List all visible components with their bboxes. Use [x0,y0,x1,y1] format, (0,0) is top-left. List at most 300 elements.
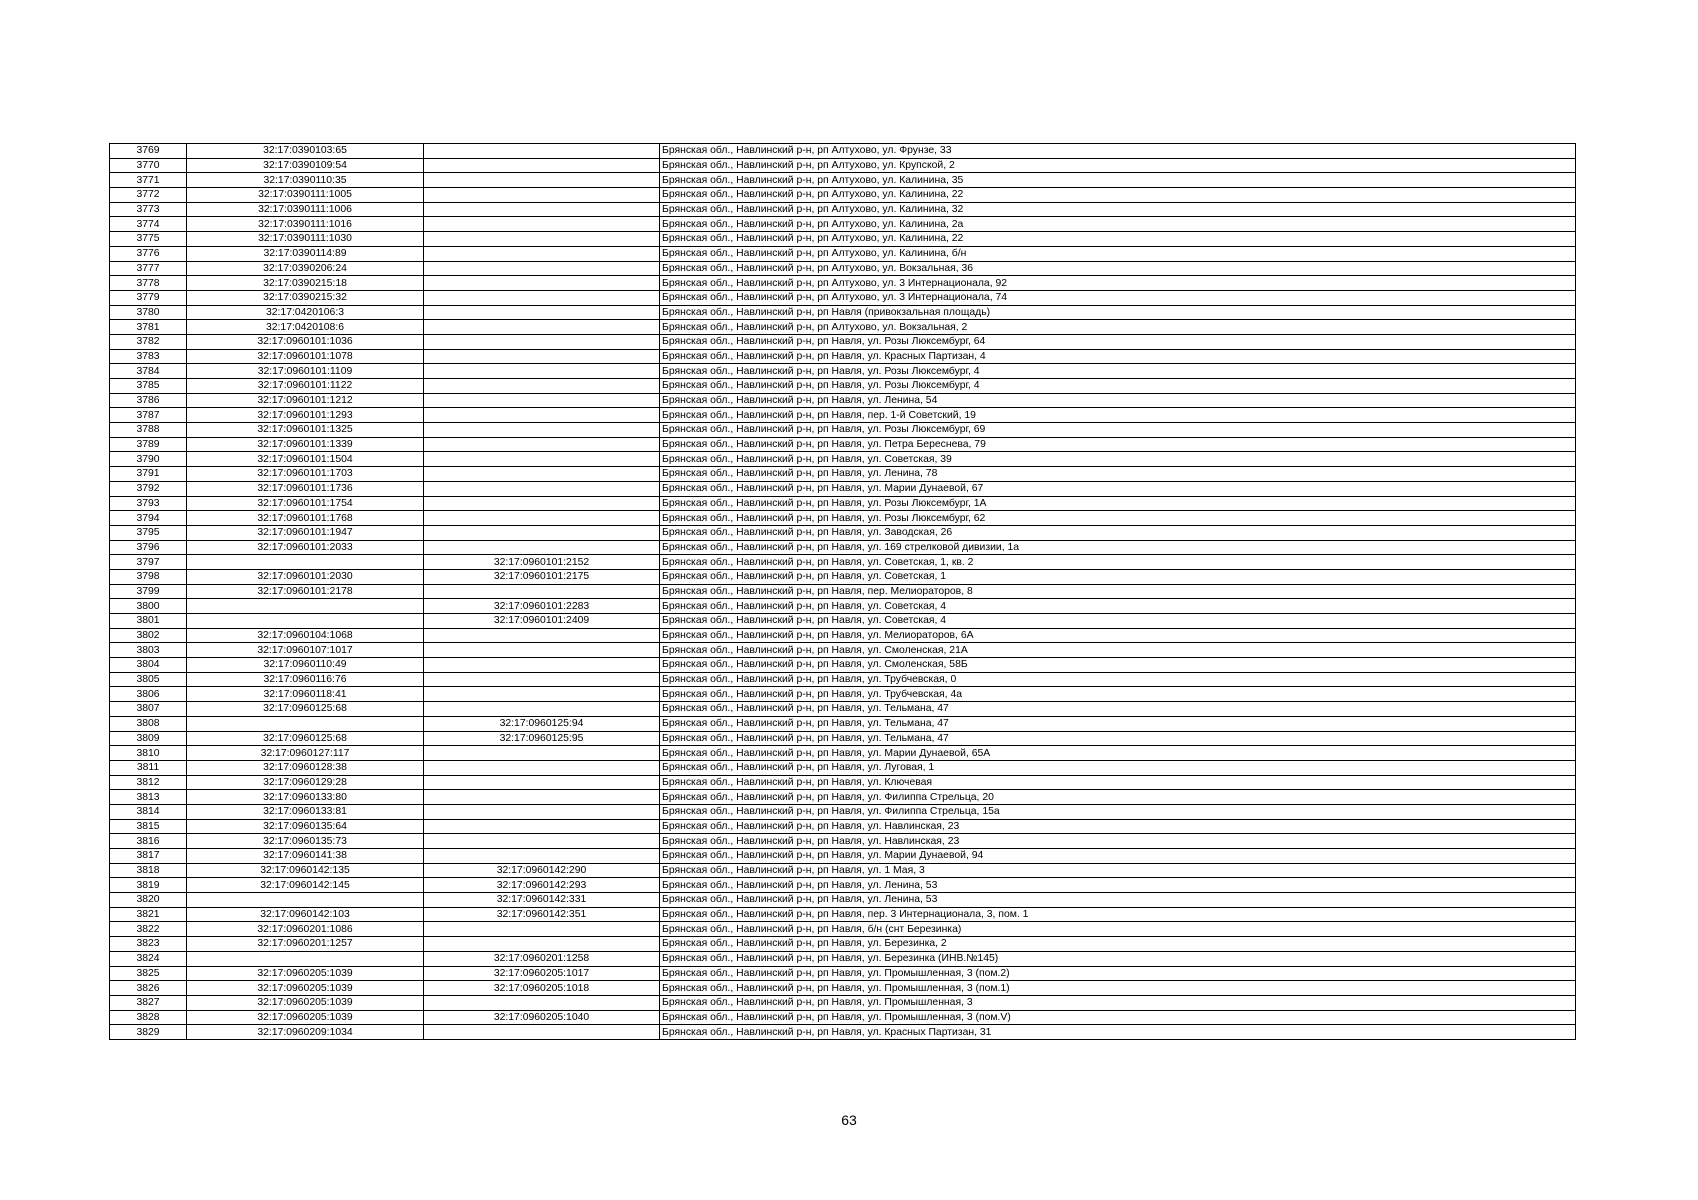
address-cell: Брянская обл., Навлинский р-н, рп Навля, ул. Мелиораторов, 6А [660,628,1576,643]
address-cell: Брянская обл., Навлинский р-н, рп Навля, ул. Красных Партизан, 31 [660,1025,1576,1040]
cadastral-number-cell: 32:17:0960205:1039 [187,995,424,1010]
address-cell: Брянская обл., Навлинский р-н, рп Навля, ул. Красных Партизан, 4 [660,349,1576,364]
address-cell: Брянская обл., Навлинский р-н, рп Навля, ул. 1 Мая, 3 [660,863,1576,878]
room-cadastral-number-cell: 32:17:0960142:290 [424,863,660,878]
table-row [110,584,1576,599]
table-row [110,173,1576,188]
cadastral-number-cell: 32:17:0960101:1736 [187,481,424,496]
room-cadastral-number-cell [424,393,660,408]
table-row [110,804,1576,819]
table-row [110,672,1576,687]
row-number-cell: 3818 [110,863,187,878]
address-cell: Брянская обл., Навлинский р-н, рп Алтухово, ул. Калинина, 22 [660,188,1576,203]
row-number-cell: 3789 [110,437,187,452]
cadastral-number-cell: 32:17:0960101:1754 [187,496,424,511]
cadastral-number-cell: 32:17:0390111:1016 [187,217,424,232]
table-row [110,628,1576,643]
row-number-cell: 3813 [110,790,187,805]
cadastral-number-cell: 32:17:0960127:117 [187,746,424,761]
row-number-cell: 3776 [110,246,187,261]
table-row [110,334,1576,349]
table-row [110,966,1576,981]
table-row [110,290,1576,305]
table-row [110,408,1576,423]
cadastral-number-cell: 32:17:0420108:6 [187,320,424,335]
row-number-cell: 3801 [110,614,187,629]
table-row [110,599,1576,614]
room-cadastral-number-cell [424,525,660,540]
row-number-cell: 3785 [110,379,187,394]
room-cadastral-number-cell [424,995,660,1010]
room-cadastral-number-cell [424,188,660,203]
table-row [110,790,1576,805]
table-row [110,467,1576,482]
cadastral-number-cell: 32:17:0960101:1339 [187,437,424,452]
row-number-cell: 3792 [110,481,187,496]
address-cell: Брянская обл., Навлинский р-н, рп Навля, ул. 169 стрелковой дивизии, 1а [660,540,1576,555]
table-row [110,349,1576,364]
row-number-cell: 3799 [110,584,187,599]
table-row [110,702,1576,717]
row-number-cell: 3807 [110,702,187,717]
room-cadastral-number-cell [424,643,660,658]
room-cadastral-number-cell [424,305,660,320]
cadastral-number-cell: 32:17:0960101:1768 [187,511,424,526]
table-row [110,158,1576,173]
table-row [110,775,1576,790]
row-number-cell: 3806 [110,687,187,702]
address-cell: Брянская обл., Навлинский р-н, рп Навля, ул. Петра Береснева, 79 [660,437,1576,452]
table-row [110,746,1576,761]
cadastral-number-cell: 32:17:0420106:3 [187,305,424,320]
row-number-cell: 3827 [110,995,187,1010]
row-number-cell: 3817 [110,849,187,864]
address-cell: Брянская обл., Навлинский р-н, рп Навля, ул. Березинка (ИНВ.№145) [660,951,1576,966]
room-cadastral-number-cell [424,760,660,775]
cadastral-number-cell: 32:17:0960101:1504 [187,452,424,467]
room-cadastral-number-cell [424,1025,660,1040]
address-cell: Брянская обл., Навлинский р-н, рп Алтухово, ул. Фрунзе, 33 [660,144,1576,159]
room-cadastral-number-cell [424,173,660,188]
room-cadastral-number-cell [424,276,660,291]
table-row [110,276,1576,291]
room-cadastral-number-cell [424,246,660,261]
row-number-cell: 3826 [110,981,187,996]
address-cell: Брянская обл., Навлинский р-н, рп Навля, ул. Розы Люксембург, 4 [660,379,1576,394]
table-row [110,995,1576,1010]
room-cadastral-number-cell [424,452,660,467]
cadastral-number-cell: 32:17:0960101:1293 [187,408,424,423]
address-cell: Брянская обл., Навлинский р-н, рп Навля, ул. Промышленная, 3 (пом.V) [660,1010,1576,1025]
cadastral-number-cell: 32:17:0960101:1212 [187,393,424,408]
cadastral-number-cell: 32:17:0390111:1030 [187,232,424,247]
room-cadastral-number-cell [424,834,660,849]
table-row [110,569,1576,584]
cadastral-number-cell: 32:17:0960101:1078 [187,349,424,364]
room-cadastral-number-cell: 32:17:0960125:94 [424,716,660,731]
table-row [110,305,1576,320]
address-cell: Брянская обл., Навлинский р-н, рп Навля, ул. Розы Люксембург, 69 [660,423,1576,438]
row-number-cell: 3805 [110,672,187,687]
table-row [110,658,1576,673]
room-cadastral-number-cell [424,379,660,394]
table-row [110,893,1576,908]
room-cadastral-number-cell [424,775,660,790]
cadastral-number-cell: 32:17:0960129:28 [187,775,424,790]
address-cell: Брянская обл., Навлинский р-н, рп Навля, ул. Тельмана, 47 [660,716,1576,731]
row-number-cell: 3804 [110,658,187,673]
room-cadastral-number-cell [424,408,660,423]
room-cadastral-number-cell [424,217,660,232]
cadastral-number-cell: 32:17:0390111:1006 [187,202,424,217]
address-cell: Брянская обл., Навлинский р-н, рп Навля, пер. Мелиораторов, 8 [660,584,1576,599]
room-cadastral-number-cell [424,202,660,217]
row-number-cell: 3775 [110,232,187,247]
row-number-cell: 3798 [110,569,187,584]
table-row [110,144,1576,159]
cadastral-number-cell [187,555,424,570]
address-cell: Брянская обл., Навлинский р-н, рп Алтухово, ул. Вокзальная, 2 [660,320,1576,335]
table-row [110,716,1576,731]
cadastral-number-cell: 32:17:0960201:1257 [187,937,424,952]
cadastral-number-cell [187,893,424,908]
address-cell: Брянская обл., Навлинский р-н, рп Навля, ул. Тельмана, 47 [660,702,1576,717]
address-cell: Брянская обл., Навлинский р-н, рп Алтухово, ул. 3 Интернационала, 92 [660,276,1576,291]
cadastral-number-cell: 32:17:0960116:76 [187,672,424,687]
address-cell: Брянская обл., Навлинский р-н, рп Навля, ул. Советская, 1 [660,569,1576,584]
cadastral-number-cell: 32:17:0960125:68 [187,731,424,746]
table-row [110,364,1576,379]
row-number-cell: 3783 [110,349,187,364]
room-cadastral-number-cell [424,290,660,305]
address-cell: Брянская обл., Навлинский р-н, рп Навля, ул. Ленина, 53 [660,878,1576,893]
address-cell: Брянская обл., Навлинский р-н, рп Навля, ул. Смоленская, 21А [660,643,1576,658]
address-cell: Брянская обл., Навлинский р-н, рп Навля, пер. 1-й Советский, 19 [660,408,1576,423]
row-number-cell: 3781 [110,320,187,335]
room-cadastral-number-cell [424,481,660,496]
row-number-cell: 3769 [110,144,187,159]
cadastral-number-cell: 32:17:0960142:145 [187,878,424,893]
room-cadastral-number-cell [424,746,660,761]
address-cell: Брянская обл., Навлинский р-н, рп Навля, ул. Розы Люксембург, 4 [660,364,1576,379]
room-cadastral-number-cell [424,144,660,159]
room-cadastral-number-cell: 32:17:0960101:2409 [424,614,660,629]
row-number-cell: 3829 [110,1025,187,1040]
table-row [110,423,1576,438]
address-cell: Брянская обл., Навлинский р-н, рп Навля, б/н (снт Березинка) [660,922,1576,937]
row-number-cell: 3816 [110,834,187,849]
table-row [110,188,1576,203]
table-row [110,555,1576,570]
row-number-cell: 3796 [110,540,187,555]
address-cell: Брянская обл., Навлинский р-н, рп Алтухово, ул. Калинина, 22 [660,232,1576,247]
cadastral-number-cell: 32:17:0960133:80 [187,790,424,805]
table-row [110,232,1576,247]
address-cell: Брянская обл., Навлинский р-н, рп Навля, ул. Промышленная, 3 (пом.1) [660,981,1576,996]
cadastral-number-cell: 32:17:0960209:1034 [187,1025,424,1040]
row-number-cell: 3779 [110,290,187,305]
room-cadastral-number-cell [424,804,660,819]
address-cell: Брянская обл., Навлинский р-н, рп Алтухово, ул. Калинина, 35 [660,173,1576,188]
row-number-cell: 3809 [110,731,187,746]
room-cadastral-number-cell [424,467,660,482]
address-cell: Брянская обл., Навлинский р-н, рп Навля, ул. Советская, 4 [660,614,1576,629]
row-number-cell: 3794 [110,511,187,526]
cadastral-number-cell: 32:17:0960104:1068 [187,628,424,643]
room-cadastral-number-cell [424,702,660,717]
address-cell: Брянская обл., Навлинский р-н, рп Навля, ул. Филиппа Стрельца, 20 [660,790,1576,805]
table-row [110,496,1576,511]
cadastral-number-cell: 32:17:0960133:81 [187,804,424,819]
table-row [110,687,1576,702]
address-cell: Брянская обл., Навлинский р-н, рп Навля, ул. Трубчевская, 0 [660,672,1576,687]
cadastral-number-cell: 32:17:0390114:89 [187,246,424,261]
address-cell: Брянская обл., Навлинский р-н, рп Навля, ул. Ленина, 54 [660,393,1576,408]
cadastral-number-cell: 32:17:0390215:32 [187,290,424,305]
table-row [110,525,1576,540]
address-cell: Брянская обл., Навлинский р-н, рп Навля, ул. Марии Дунаевой, 67 [660,481,1576,496]
address-cell: Брянская обл., Навлинский р-н, рп Навля, ул. Промышленная, 3 (пом.2) [660,966,1576,981]
registry-table [109,143,1576,1040]
cadastral-number-cell: 32:17:0960101:1947 [187,525,424,540]
room-cadastral-number-cell [424,849,660,864]
table-row [110,907,1576,922]
address-cell: Брянская обл., Навлинский р-н, рп Навля (привокзальная площадь) [660,305,1576,320]
cadastral-number-cell: 32:17:0390111:1005 [187,188,424,203]
row-number-cell: 3823 [110,937,187,952]
cadastral-number-cell: 32:17:0960101:1325 [187,423,424,438]
address-cell: Брянская обл., Навлинский р-н, рп Навля, ул. Розы Люксембург, 62 [660,511,1576,526]
room-cadastral-number-cell [424,320,660,335]
row-number-cell: 3797 [110,555,187,570]
row-number-cell: 3795 [110,525,187,540]
room-cadastral-number-cell [424,261,660,276]
address-cell: Брянская обл., Навлинский р-н, рп Алтухово, ул. Калинина, б/н [660,246,1576,261]
row-number-cell: 3782 [110,334,187,349]
room-cadastral-number-cell: 32:17:0960142:331 [424,893,660,908]
room-cadastral-number-cell [424,922,660,937]
cadastral-number-cell: 32:17:0390109:54 [187,158,424,173]
table-row [110,1010,1576,1025]
row-number-cell: 3811 [110,760,187,775]
row-number-cell: 3800 [110,599,187,614]
address-cell: Брянская обл., Навлинский р-н, рп Алтухово, ул. Вокзальная, 36 [660,261,1576,276]
cadastral-number-cell: 32:17:0960101:2033 [187,540,424,555]
row-number-cell: 3812 [110,775,187,790]
row-number-cell: 3778 [110,276,187,291]
room-cadastral-number-cell [424,672,660,687]
cadastral-number-cell: 32:17:0960142:103 [187,907,424,922]
row-number-cell: 3821 [110,907,187,922]
table-row [110,863,1576,878]
cadastral-number-cell: 32:17:0390215:18 [187,276,424,291]
table-row [110,614,1576,629]
table-row [110,511,1576,526]
address-cell: Брянская обл., Навлинский р-н, рп Навля, ул. Трубчевская, 4а [660,687,1576,702]
cadastral-number-cell: 32:17:0390103:65 [187,144,424,159]
cadastral-number-cell: 32:17:0960141:38 [187,849,424,864]
row-number-cell: 3802 [110,628,187,643]
address-cell: Брянская обл., Навлинский р-н, рп Навля, пер. 3 Интернационала, 3, пом. 1 [660,907,1576,922]
cadastral-number-cell [187,951,424,966]
row-number-cell: 3828 [110,1010,187,1025]
row-number-cell: 3820 [110,893,187,908]
cadastral-number-cell: 32:17:0960101:1036 [187,334,424,349]
room-cadastral-number-cell [424,790,660,805]
address-cell: Брянская обл., Навлинский р-н, рп Навля, ул. Советская, 4 [660,599,1576,614]
room-cadastral-number-cell [424,423,660,438]
room-cadastral-number-cell [424,364,660,379]
address-cell: Брянская обл., Навлинский р-н, рп Навля, ул. Заводская, 26 [660,525,1576,540]
address-cell: Брянская обл., Навлинский р-н, рп Навля, ул. Советская, 39 [660,452,1576,467]
table-row [110,481,1576,496]
room-cadastral-number-cell: 32:17:0960205:1040 [424,1010,660,1025]
cadastral-number-cell: 32:17:0960118:41 [187,687,424,702]
address-cell: Брянская обл., Навлинский р-н, рп Навля, ул. Ключевая [660,775,1576,790]
table-row [110,217,1576,232]
room-cadastral-number-cell [424,511,660,526]
address-cell: Брянская обл., Навлинский р-н, рп Навля, ул. Марии Дунаевой, 94 [660,849,1576,864]
row-number-cell: 3773 [110,202,187,217]
row-number-cell: 3774 [110,217,187,232]
table-row [110,731,1576,746]
table-row [110,1025,1576,1040]
row-number-cell: 3814 [110,804,187,819]
cadastral-number-cell: 32:17:0960101:1109 [187,364,424,379]
address-cell: Брянская обл., Навлинский р-н, рп Алтухово, ул. Крупской, 2 [660,158,1576,173]
address-cell: Брянская обл., Навлинский р-н, рп Навля, ул. Навлинская, 23 [660,834,1576,849]
cadastral-number-cell [187,716,424,731]
room-cadastral-number-cell [424,540,660,555]
cadastral-number-cell: 32:17:0960201:1086 [187,922,424,937]
cadastral-number-cell [187,599,424,614]
registry-table-body [110,144,1576,1040]
table-row [110,202,1576,217]
room-cadastral-number-cell [424,158,660,173]
cadastral-number-cell: 32:17:0960142:135 [187,863,424,878]
room-cadastral-number-cell: 32:17:0960101:2283 [424,599,660,614]
row-number-cell: 3791 [110,467,187,482]
address-cell: Брянская обл., Навлинский р-н, рп Навля, ул. Смоленская, 58Б [660,658,1576,673]
cadastral-number-cell: 32:17:0960205:1039 [187,966,424,981]
table-row [110,452,1576,467]
room-cadastral-number-cell: 32:17:0960101:2175 [424,569,660,584]
address-cell: Брянская обл., Навлинский р-н, рп Навля, ул. Луговая, 1 [660,760,1576,775]
room-cadastral-number-cell [424,232,660,247]
row-number-cell: 3770 [110,158,187,173]
cadastral-number-cell: 32:17:0960101:2030 [187,569,424,584]
row-number-cell: 3825 [110,966,187,981]
cadastral-number-cell: 32:17:0960205:1039 [187,1010,424,1025]
room-cadastral-number-cell: 32:17:0960101:2152 [424,555,660,570]
cadastral-number-cell: 32:17:0960135:64 [187,819,424,834]
room-cadastral-number-cell [424,937,660,952]
table-row [110,760,1576,775]
row-number-cell: 3793 [110,496,187,511]
row-number-cell: 3788 [110,423,187,438]
cadastral-number-cell: 32:17:0390206:24 [187,261,424,276]
row-number-cell: 3819 [110,878,187,893]
table-row [110,246,1576,261]
room-cadastral-number-cell: 32:17:0960205:1018 [424,981,660,996]
address-cell: Брянская обл., Навлинский р-н, рп Алтухово, ул. Калинина, 32 [660,202,1576,217]
cadastral-number-cell: 32:17:0960101:1703 [187,467,424,482]
table-row [110,540,1576,555]
row-number-cell: 3824 [110,951,187,966]
table-row [110,320,1576,335]
room-cadastral-number-cell [424,628,660,643]
row-number-cell: 3808 [110,716,187,731]
room-cadastral-number-cell [424,819,660,834]
cadastral-number-cell: 32:17:0960107:1017 [187,643,424,658]
address-cell: Брянская обл., Навлинский р-н, рп Навля, ул. Ленина, 53 [660,893,1576,908]
cadastral-number-cell: 32:17:0390110:35 [187,173,424,188]
page-number: 63 [841,1112,857,1128]
row-number-cell: 3777 [110,261,187,276]
room-cadastral-number-cell [424,584,660,599]
address-cell: Брянская обл., Навлинский р-н, рп Навля, ул. Розы Люксембург, 1А [660,496,1576,511]
address-cell: Брянская обл., Навлинский р-н, рп Навля, ул. Промышленная, 3 [660,995,1576,1010]
address-cell: Брянская обл., Навлинский р-н, рп Навля, ул. Ленина, 78 [660,467,1576,482]
address-cell: Брянская обл., Навлинский р-н, рп Алтухово, ул. Калинина, 2а [660,217,1576,232]
row-number-cell: 3815 [110,819,187,834]
table-row [110,393,1576,408]
table-row [110,834,1576,849]
table-row [110,261,1576,276]
address-cell: Брянская обл., Навлинский р-н, рп Навля, ул. Навлинская, 23 [660,819,1576,834]
cadastral-number-cell: 32:17:0960101:1122 [187,379,424,394]
row-number-cell: 3786 [110,393,187,408]
table-row [110,643,1576,658]
table-row [110,937,1576,952]
table-row [110,819,1576,834]
cadastral-number-cell [187,614,424,629]
address-cell: Брянская обл., Навлинский р-н, рп Навля, ул. Филиппа Стрельца, 15а [660,804,1576,819]
table-row [110,878,1576,893]
address-cell: Брянская обл., Навлинский р-н, рп Навля, ул. Березинка, 2 [660,937,1576,952]
room-cadastral-number-cell [424,349,660,364]
row-number-cell: 3810 [110,746,187,761]
table-row [110,922,1576,937]
room-cadastral-number-cell: 32:17:0960142:351 [424,907,660,922]
row-number-cell: 3771 [110,173,187,188]
cadastral-number-cell: 32:17:0960205:1039 [187,981,424,996]
room-cadastral-number-cell [424,334,660,349]
table-row [110,981,1576,996]
cadastral-number-cell: 32:17:0960135:73 [187,834,424,849]
cadastral-number-cell: 32:17:0960125:68 [187,702,424,717]
row-number-cell: 3784 [110,364,187,379]
address-cell: Брянская обл., Навлинский р-н, рп Навля, ул. Марии Дунаевой, 65А [660,746,1576,761]
address-cell: Брянская обл., Навлинский р-н, рп Навля, ул. Розы Люксембург, 64 [660,334,1576,349]
row-number-cell: 3772 [110,188,187,203]
row-number-cell: 3790 [110,452,187,467]
table-row [110,951,1576,966]
cadastral-number-cell: 32:17:0960101:2178 [187,584,424,599]
room-cadastral-number-cell [424,496,660,511]
cadastral-number-cell: 32:17:0960110:49 [187,658,424,673]
row-number-cell: 3787 [110,408,187,423]
address-cell: Брянская обл., Навлинский р-н, рп Навля, ул. Тельмана, 47 [660,731,1576,746]
room-cadastral-number-cell: 32:17:0960201:1258 [424,951,660,966]
row-number-cell: 3822 [110,922,187,937]
address-cell: Брянская обл., Навлинский р-н, рп Навля, ул. Советская, 1, кв. 2 [660,555,1576,570]
row-number-cell: 3780 [110,305,187,320]
room-cadastral-number-cell [424,437,660,452]
cadastral-number-cell: 32:17:0960128:38 [187,760,424,775]
room-cadastral-number-cell: 32:17:0960125:95 [424,731,660,746]
room-cadastral-number-cell: 32:17:0960205:1017 [424,966,660,981]
